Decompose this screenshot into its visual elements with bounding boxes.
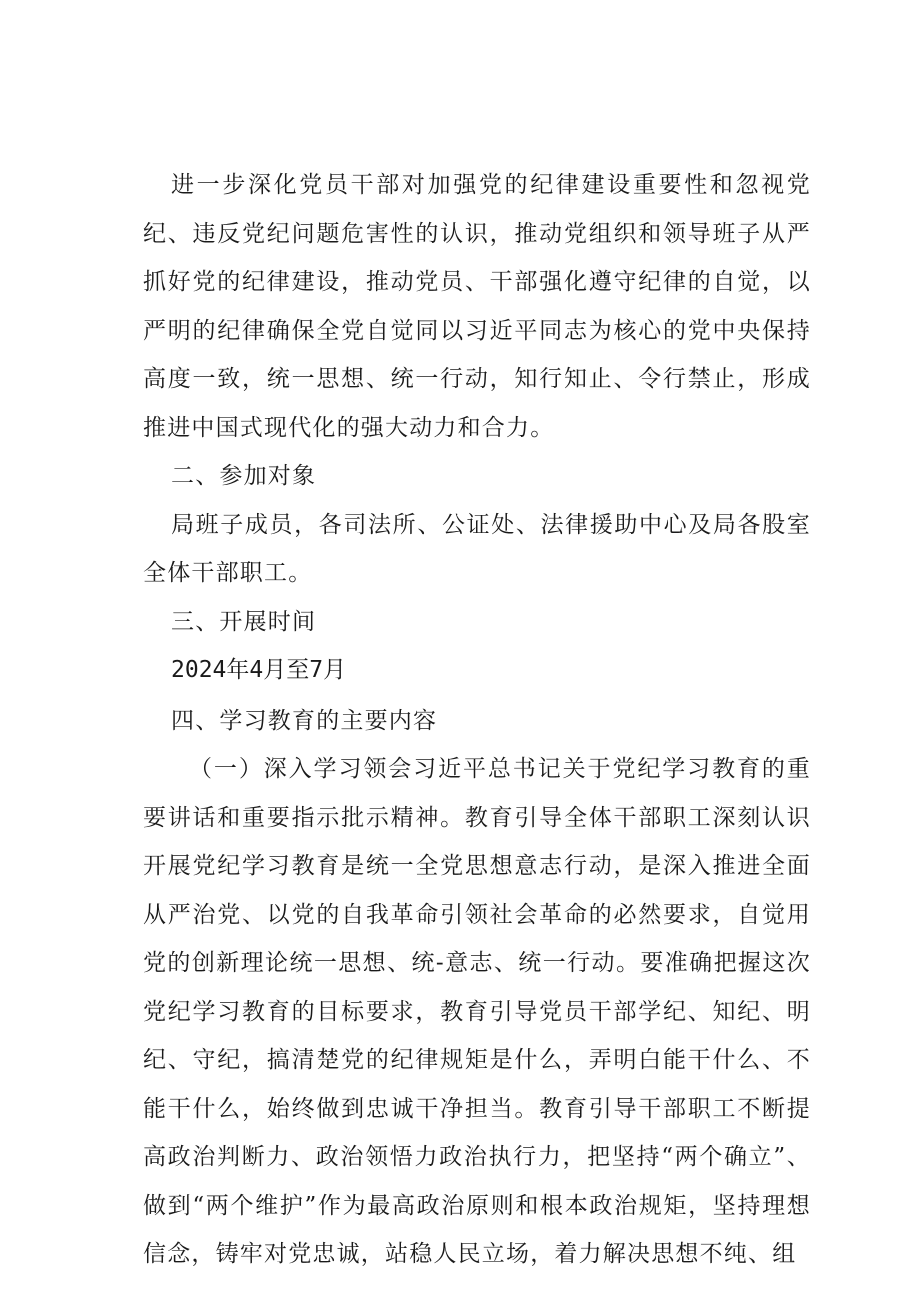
section-heading-schedule: 三、开展时间 bbox=[171, 608, 317, 635]
document-body bbox=[143, 161, 811, 1279]
main-content-item-1: （一）深入学习领会习近平总书记关于党纪学习教育的重要讲话和重要指示批示精神。教育引导全体干部职工深刻认识开展党纪学习教育是统一全党思想意志行动，是深入推进全面从严治党、以党的自我革命引领社会革命的必然要求，自觉用党的创新理论统一思想、统-意志、统一行动。要准确把握这次党纪学习教育的目标要求，教育引导党员干部学纪、知纪、明纪、守纪，搞清楚党的纪律规矩是什么，弄明白能干什么、不能干什么，始终做到忠诚干净担当。教育引导干部职工不断提高政治判断力、政治领悟力政治执行力，把坚持“两个确立”、做到“两个维护”作为最高政治原则和根本政治规矩，坚持理想信念，铸牢对党忠诚，站稳人民立场，着力解决思想不纯、组 bbox=[143, 756, 811, 1267]
participants-paragraph: 局班子成员，各司法所、公证处、法律援助中心及局各股室全体干部职工。 bbox=[143, 511, 811, 586]
intro-paragraph: 进一步深化党员干部对加强党的纪律建设重要性和忽视党纪、违反党纪问题危害性的认识，推动党组织和领导班子从严抓好党的纪律建设，推动党员、干部强化遵守纪律的自觉，以严明的纪律确保全党自觉同以习近平同志为核心的党中央保持高度一致，统一思想、统一行动，知行知止、令行禁止，形成推进中国式现代化的强大动力和合力。 bbox=[143, 172, 811, 441]
schedule-date: 2024年4月至7月 bbox=[171, 657, 347, 683]
section-heading-main-content: 四、学习教育的主要内容 bbox=[171, 707, 438, 734]
section-heading-participants: 二、参加对象 bbox=[171, 463, 317, 489]
